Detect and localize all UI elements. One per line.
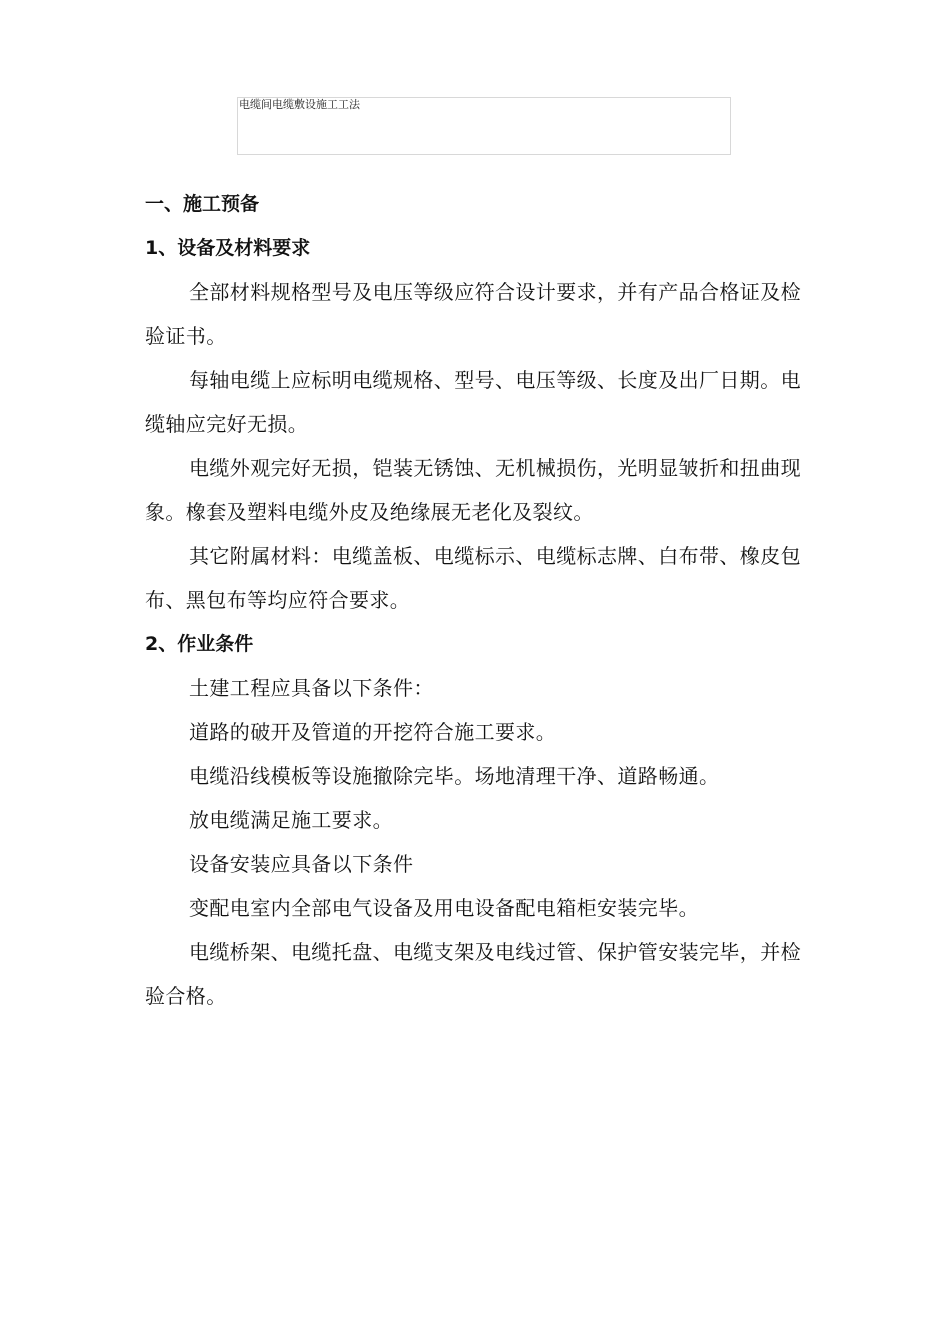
paragraph: 放电缆满足施工要求。 [189,808,393,832]
document-body [145,182,820,1018]
paragraph: 每轴电缆上应标明电缆规格、型号、电压等级、长度及出厂日期。电缆轴应完好无损。 [145,368,801,436]
paragraph: 变配电室内全部电气设备及用电设备配电箱柜安装完毕。 [189,896,699,920]
paragraph: 电缆沿线模板等设施撤除完毕。场地清理干净、道路畅通。 [189,764,720,788]
paragraph: 电缆桥架、电缆托盘、电缆支架及电线过管、保护管安装完毕，并检验合格。 [145,940,801,1008]
paragraph: 全部材料规格型号及电压等级应符合设计要求，并有产品合格证及检验证书。 [145,280,801,348]
paragraph: 道路的破开及管道的开挖符合施工要求。 [189,720,557,744]
subsection-heading-materials: 1、设备及材料要求 [145,237,311,259]
page-header-box [237,97,731,155]
paragraph: 其它附属材料：电缆盖板、电缆标示、电缆标志牌、白布带、橡皮包布、黑包布等均应符合要求。 [145,544,801,612]
section-heading-preparation: 一、施工预备 [145,193,260,215]
subsection-heading-conditions: 2、作业条件 [145,633,254,655]
paragraph: 电缆外观完好无损，铠装无锈蚀、无机械损伤，光明显皱折和扭曲现象。橡套及塑料电缆外皮及绝缘展无老化及裂纹。 [145,456,801,524]
header-title: 电缆间电缆敷设施工工法 [239,98,360,111]
paragraph: 土建工程应具备以下条件： [189,676,434,700]
paragraph: 设备安装应具备以下条件 [189,852,414,876]
